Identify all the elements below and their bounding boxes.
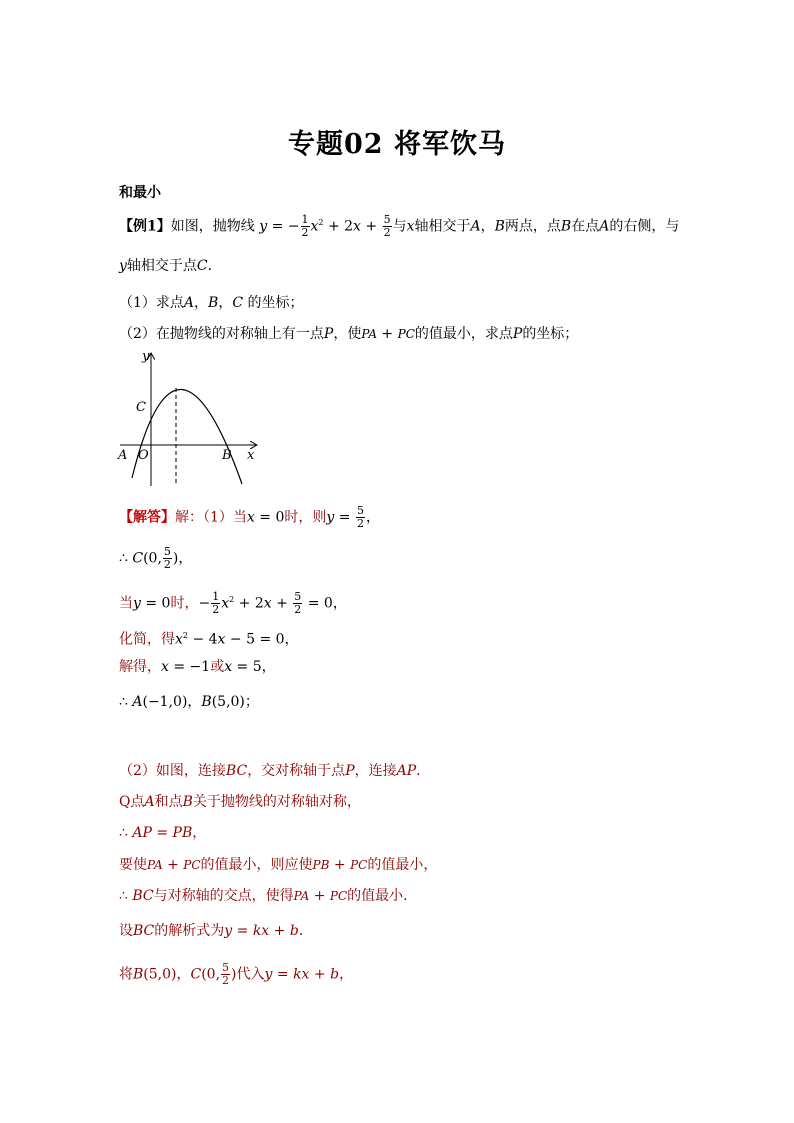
- label-x: x: [247, 448, 255, 463]
- page-title: 专题02 将军饮马: [288, 129, 506, 160]
- example-line-2: y轴相交于点C．: [119, 258, 222, 274]
- parabola-curve: [132, 389, 242, 484]
- example-line-1: 【例1】如图，抛物线 y = − $\frac{1}{2}$ $x^2 + 2x$ + $\frac{5}{2}$ 与x轴相交于A，B两点，点B在点A的右侧，与: [119, 213, 680, 240]
- label-y: y: [142, 349, 150, 364]
- solution2-line-5: ∴ BC与对称轴的交点，使得PA + PC的值最小．: [119, 888, 418, 904]
- parabola-graph: [114, 348, 264, 488]
- solution-line-3: 当y = 0时，− $\frac{1}{2}$ $x^2 + 2x$ + $\frac{5}{2}$ = 0，: [119, 590, 347, 617]
- question-2: （2）在抛物线的对称轴上有一点P，使PA + PC的值最小，求点P的坐标；: [119, 326, 579, 342]
- solution-tag: 【解答】: [119, 509, 175, 526]
- label-C: C: [136, 400, 146, 415]
- solution2-line-7: 将B(5,0)，C(0, $\frac{5}{2}$ )代入y = kx + b，: [119, 961, 354, 987]
- solution2-line-6: 设BC的解析式为y = kx + b．: [119, 923, 313, 939]
- solution2-line-1: （2）如图，连接BC，交对称轴于点P，连接AP．: [119, 763, 431, 779]
- label-O: O: [138, 448, 149, 463]
- solution-line-1: 【解答】解：（1）当x = 0时，则y = $\frac{5}{2}$ ，: [119, 504, 380, 530]
- solution2-line-2: Q点A和点B关于抛物线的对称轴对称，: [119, 794, 361, 810]
- solution-line-6: ∴ A(−1,0)，B(5,0)；: [119, 694, 259, 710]
- solution-line-5: 解得，x = −1或x = 5，: [119, 659, 276, 675]
- question-1: （1）求点A，B，C 的坐标；: [119, 295, 304, 311]
- solution2-line-3: ∴ AP = PB，: [119, 825, 207, 841]
- solution2-line-4: 要使PA + PC的值最小，则应使PB + PC的值最小，: [119, 857, 438, 873]
- solution-line-2: ∴ C(0, $\frac{5}{2}$ )，: [119, 545, 193, 571]
- solution-line-4: 化简，得$x^2 - 4x - 5 = 0$，: [119, 631, 299, 648]
- section-heading: 和最小: [119, 185, 161, 201]
- example-tag: 【例1】: [119, 218, 171, 235]
- label-B: B: [222, 448, 232, 463]
- label-A: A: [118, 448, 128, 463]
